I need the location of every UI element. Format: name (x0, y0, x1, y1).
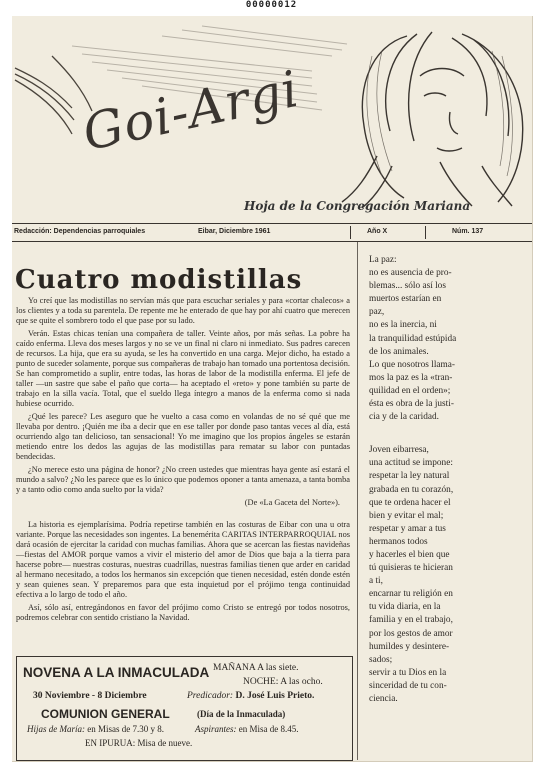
side-line: no es ausencia de pro- (369, 268, 452, 279)
newsletter-page (12, 16, 533, 762)
side-line: cia y de la caridad. (369, 412, 439, 423)
side-line: La paz: (369, 255, 397, 265)
dia-inmaculada: (Día de la Inmaculada) (197, 709, 286, 719)
side-column (369, 254, 529, 706)
info-bar-divider (350, 226, 351, 239)
side-line: Joven eibarresa, (369, 445, 429, 456)
noche-time: NOCHE: A las ocho. (243, 677, 323, 687)
side-line: bien y evitar el mal; (369, 510, 444, 521)
masthead-subtitle: Hoja de la Congregación Mariana (244, 199, 471, 213)
aspirantes-text: en Misa de 8.45. (238, 724, 299, 734)
info-bar-divider (425, 226, 426, 239)
article-body (16, 296, 350, 626)
manana-time: MAÑANA A las siete. (213, 663, 299, 673)
side-line: familia y en el trabajo, (369, 615, 453, 626)
article-paragraph: La historia es ejemplarísima. Podría repetirse también en las costuras de Eibar con una u otra variante. Porque las necesidades son ingentes. La benemérita CARITAS INTERPARROQUIAL nos dará ocasión de ejercitar la caridad con muchas familias. Ahora que se acercan las fiestas navideñas —fiestas del AMOR porque vamos a vivir el misterio del amor de Dios que baja a la tierra para hacerse pobre— nuestras costuras, nuestras cuadrillas, nuestras familias tienen que arder en caridad al hermano necesitado, a todos los hermanos sin excepción que tienen necesidad, estén donde estén y sean quienes sean. Y preparemos para que esta inquietud por el prójimo tenga continuidad efectiva a lo largo de todo el año. (16, 520, 350, 599)
column-divider (357, 242, 358, 760)
article-source: (De «La Gaceta del Norte»). (244, 498, 340, 507)
masthead-title: Goi-Argi (77, 59, 305, 162)
side-line: respetar y amar a tus (369, 523, 446, 534)
issue-number: Núm. 137 (452, 228, 484, 235)
issue-year: Año X (367, 228, 388, 235)
side-line: grabada en tu corazón, (369, 484, 454, 495)
side-line: muertos estarían en (369, 294, 442, 305)
ipurua-mass: EN IPURUA: Misa de nueve. (85, 738, 193, 748)
scan-id: 00000012 (245, 0, 298, 10)
article-paragraph: Verán. Estas chicas tenían una compañera de taller. Veinte años, por más señas. La pobre ha caído enferma. Lleva dos meses largos y no se ve un final ni claro ni inmediato. Sus padres carecen de recursos. La hija, que era su ayuda, se les ha convertido en una carga. Mejor dicho, ha estado a punto de suceder solamente, porque sus compañeras de trabajo han tomado una portentosa decisión. Se han comprometido a suplir, entre todas, las horas de labor de la modistilla enferma. El jefe de taller —un sastre que sabe el paño que corta— ha aceptado el «reto» y pone también su parte de trabajo en la silla vacía. Total, que el sueldo llega íntegro a manos de la enferma como si nada hubiese ocurrido. (16, 329, 350, 408)
info-bar (12, 223, 532, 242)
side-line: encarnar tu religión en (369, 589, 453, 600)
place-date: Eibar, Diciembre 1961 (198, 228, 271, 235)
masthead (12, 16, 532, 221)
article-paragraph: Así, sólo así, entregándonos en favor del prójimo como Cristo se entregó por todos nosotros, podremos celebrar con sentido cristiano la Navidad. (16, 603, 350, 622)
aspirantes-label: Aspirantes: (195, 724, 237, 734)
stanza-gap (369, 424, 529, 444)
side-line: hermanos todos (369, 536, 428, 547)
predicador (187, 691, 314, 701)
side-line: de los animales. (369, 346, 429, 357)
predicador-name: D. José Luis Prieto. (235, 691, 315, 701)
side-line: a ti, (369, 576, 383, 587)
side-line: y hacerles el bien que (369, 549, 450, 560)
comunion-general: COMUNION GENERAL (41, 707, 170, 721)
side-line: la tranquilidad estúpida (369, 333, 457, 344)
article-paragraph: Yo creí que las modistillas no servían más que para escuchar seriales y para «cortar chalecos» a los clientes y a toda su parentela. De repente me he enterado de que hay por ahí cuatro que merecen que se quite el sombrero todo el que pase por su lado. (16, 296, 350, 325)
side-line: tú quisieras te hicieran (369, 563, 453, 574)
side-line: paz, (369, 307, 385, 318)
article-paragraph: ¿No merece esto una página de honor? ¿No creen ustedes que mientras haya gente así estará el mundo a salvo? ¿No les parece que es lo único que podemos oponer a tanta amenaza, a tanta bomba y a tanto odio como anda suelto por la vida? (16, 465, 350, 494)
hijas-text: en Misas de 7.30 y 8. (87, 724, 164, 734)
side-line: por los gestos de amor (369, 628, 453, 639)
side-line: respetar la ley natural (369, 471, 450, 482)
side-line: tu vida diaria, en la (369, 602, 441, 613)
aspirantes (195, 724, 299, 734)
side-line: blemas... sólo así los (369, 281, 446, 292)
side-line: mos la paz es la «tran- (369, 372, 453, 383)
side-line: que te ordena hacer el (369, 497, 451, 508)
novena-title: NOVENA A LA INMACULADA (23, 665, 210, 680)
side-line: quilidad en el orden»; (369, 385, 451, 396)
side-line: servir a tu Dios en la (369, 667, 447, 678)
side-line: sinceridad de tu con- (369, 680, 447, 691)
predicador-label: Predicador: (187, 691, 234, 701)
side-line: humildes y desintere- (369, 641, 450, 652)
novena-box (16, 656, 353, 761)
hijas-de-maria (27, 724, 164, 734)
side-line: sados; (369, 654, 393, 665)
side-line: una actitud se impone: (369, 458, 453, 469)
article-headline: Cuatro modistillas (15, 265, 303, 295)
hijas-label: Hijas de María: (27, 724, 85, 734)
side-line: ciencia. (369, 694, 398, 704)
redaccion-text: Redacción: Dependencias parroquiales (14, 228, 146, 235)
side-line: no es la inercia, ni (369, 320, 437, 331)
novena-dates: 30 Noviembre - 8 Diciembre (33, 691, 147, 701)
article-paragraph: ¿Qué les parece? Les aseguro que he vuelto a casa como en volandas de no sé qué que me llevaba por dentro. ¡Quién me iba a decir que en ese taller por donde paso tantas veces al día, está ocurriendo algo tan delicioso, tan sensacional! Yo me imagino que los propios ángeles se estarán metiendo entre los dedos las agujas de las modistillas para rematar su labor con puntadas bendecidas. (16, 412, 350, 461)
side-line: Lo que nosotros llama- (369, 359, 455, 370)
side-line: ésta es obra de la justi- (369, 399, 454, 410)
